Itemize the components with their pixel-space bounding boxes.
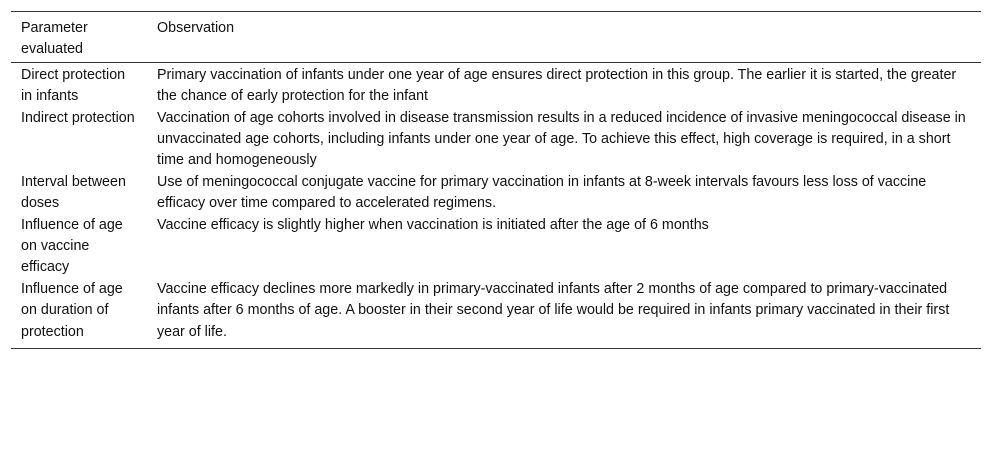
header-parameter: Parameter evaluated <box>21 20 88 58</box>
table-row <box>11 108 981 172</box>
observation-cell: Use of meningococcal conjugate vaccine for primary vaccination in infants at 8-week intervals favours less loss of vaccine efficacy over time compared to accelerated regimens. <box>157 173 927 212</box>
parameter-cell: Influence of age on vaccine efficacy <box>21 216 123 276</box>
parameter-cell: Interval between doses <box>21 173 126 212</box>
observation-cell: Vaccine efficacy declines more markedly in primary-vaccinated infants after 2 months of age compared to primary-vaccinated infants after 6 months of age. A booster in their second year of life would be required in infants primary vaccinated in their first year of life. <box>157 280 950 340</box>
data-table-container <box>11 11 981 349</box>
header-row <box>11 12 981 63</box>
parameter-cell: Indirect protection <box>21 109 135 126</box>
observation-cell: Vaccination of age cohorts involved in disease transmission results in a reduced incidence of invasive meningococcal disease in unvaccinated age cohorts, including infants under one year of age. To achieve this effect, high coverage is required, in a short time and homogeneously <box>157 109 966 169</box>
header-observation: Observation <box>157 20 235 36</box>
parameter-observation-table <box>11 11 981 349</box>
table-row <box>11 215 981 279</box>
table-body <box>11 62 981 348</box>
table-row <box>11 172 981 215</box>
table-row <box>11 279 981 349</box>
observation-cell: Vaccine efficacy is slightly higher when vaccination is initiated after the age of 6 months <box>157 216 709 233</box>
parameter-cell: Influence of age on duration of protection <box>21 280 123 340</box>
observation-cell: Primary vaccination of infants under one year of age ensures direct protection in this group. The earlier it is started, the greater the chance of early protection for the infant <box>157 66 957 105</box>
table-header <box>11 12 981 63</box>
table-row <box>11 62 981 107</box>
parameter-cell: Direct protection in infants <box>21 66 126 105</box>
